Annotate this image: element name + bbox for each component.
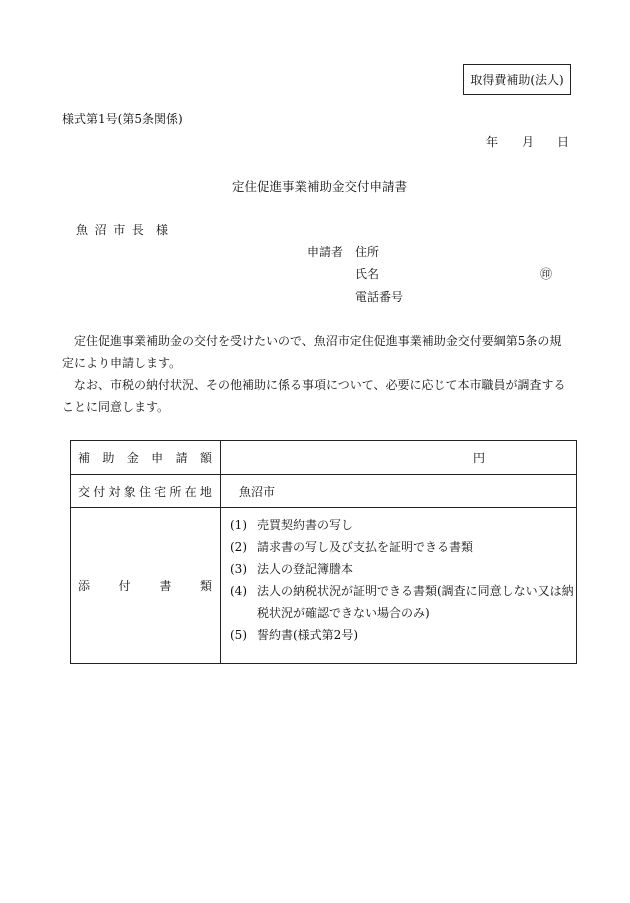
attachment-item: (2) 請求書の写し及び支払を証明できる書類 <box>230 540 474 554</box>
addressee-name: 魚沼市長 <box>76 223 151 237</box>
seal-mark: ㊞ <box>540 267 553 281</box>
location-row <box>71 475 577 508</box>
amount-row <box>71 441 577 475</box>
form-number: 様式第1号(第5条関係) <box>62 112 183 126</box>
applicant-label: 申請者 <box>307 245 344 259</box>
application-paragraph: 定住促進事業補助金の交付を受けたいので、魚沼市定住促進事業補助金交付要綱第5条の規定により申請します。 <box>62 334 562 370</box>
amount-unit: 円 <box>473 451 486 465</box>
attachment-item: (5) 誓約書(様式第2号) <box>230 628 358 642</box>
consent-paragraph: なお、市税の納付状況、その他補助に係る事項について、必要に応じて本市職員が調査することに同意します。 <box>62 378 566 414</box>
document-title: 定住促進事業補助金交付申請書 <box>232 179 408 194</box>
attachments-label: 添 付 書 類 <box>71 508 221 664</box>
location-label: 交 付 対 象 住 宅 所 在 地 <box>71 475 221 508</box>
amount-label: 補 助 金 申 請 額 <box>71 441 221 475</box>
date-year: 年 <box>486 135 499 149</box>
category-box <box>463 64 571 95</box>
amount-value-cell[interactable] <box>221 441 577 475</box>
category-label: 取得費補助(法人) <box>470 73 564 87</box>
date-day: 日 <box>557 135 570 149</box>
applicant-address-label: 住所 <box>355 245 380 259</box>
attachments-list <box>221 508 577 664</box>
location-value-cell[interactable] <box>221 475 577 508</box>
addressee-honorific: 様 <box>156 223 169 237</box>
attachment-item: (1) 売買契約書の写し <box>230 518 354 532</box>
attachments-row <box>71 508 577 664</box>
attachment-item: (3) 法人の登記簿謄本 <box>230 562 354 576</box>
attachment-item: (4) 法人の納税状況が証明できる書類(調査に同意しない又は納税状況が確認できない場合のみ) <box>230 584 574 620</box>
applicant-name-label: 氏名 <box>355 267 380 281</box>
applicant-phone-label: 電話番号 <box>355 290 404 304</box>
location-value: 魚沼市 <box>239 484 276 499</box>
application-table <box>70 440 577 664</box>
date-month: 月 <box>522 135 535 149</box>
